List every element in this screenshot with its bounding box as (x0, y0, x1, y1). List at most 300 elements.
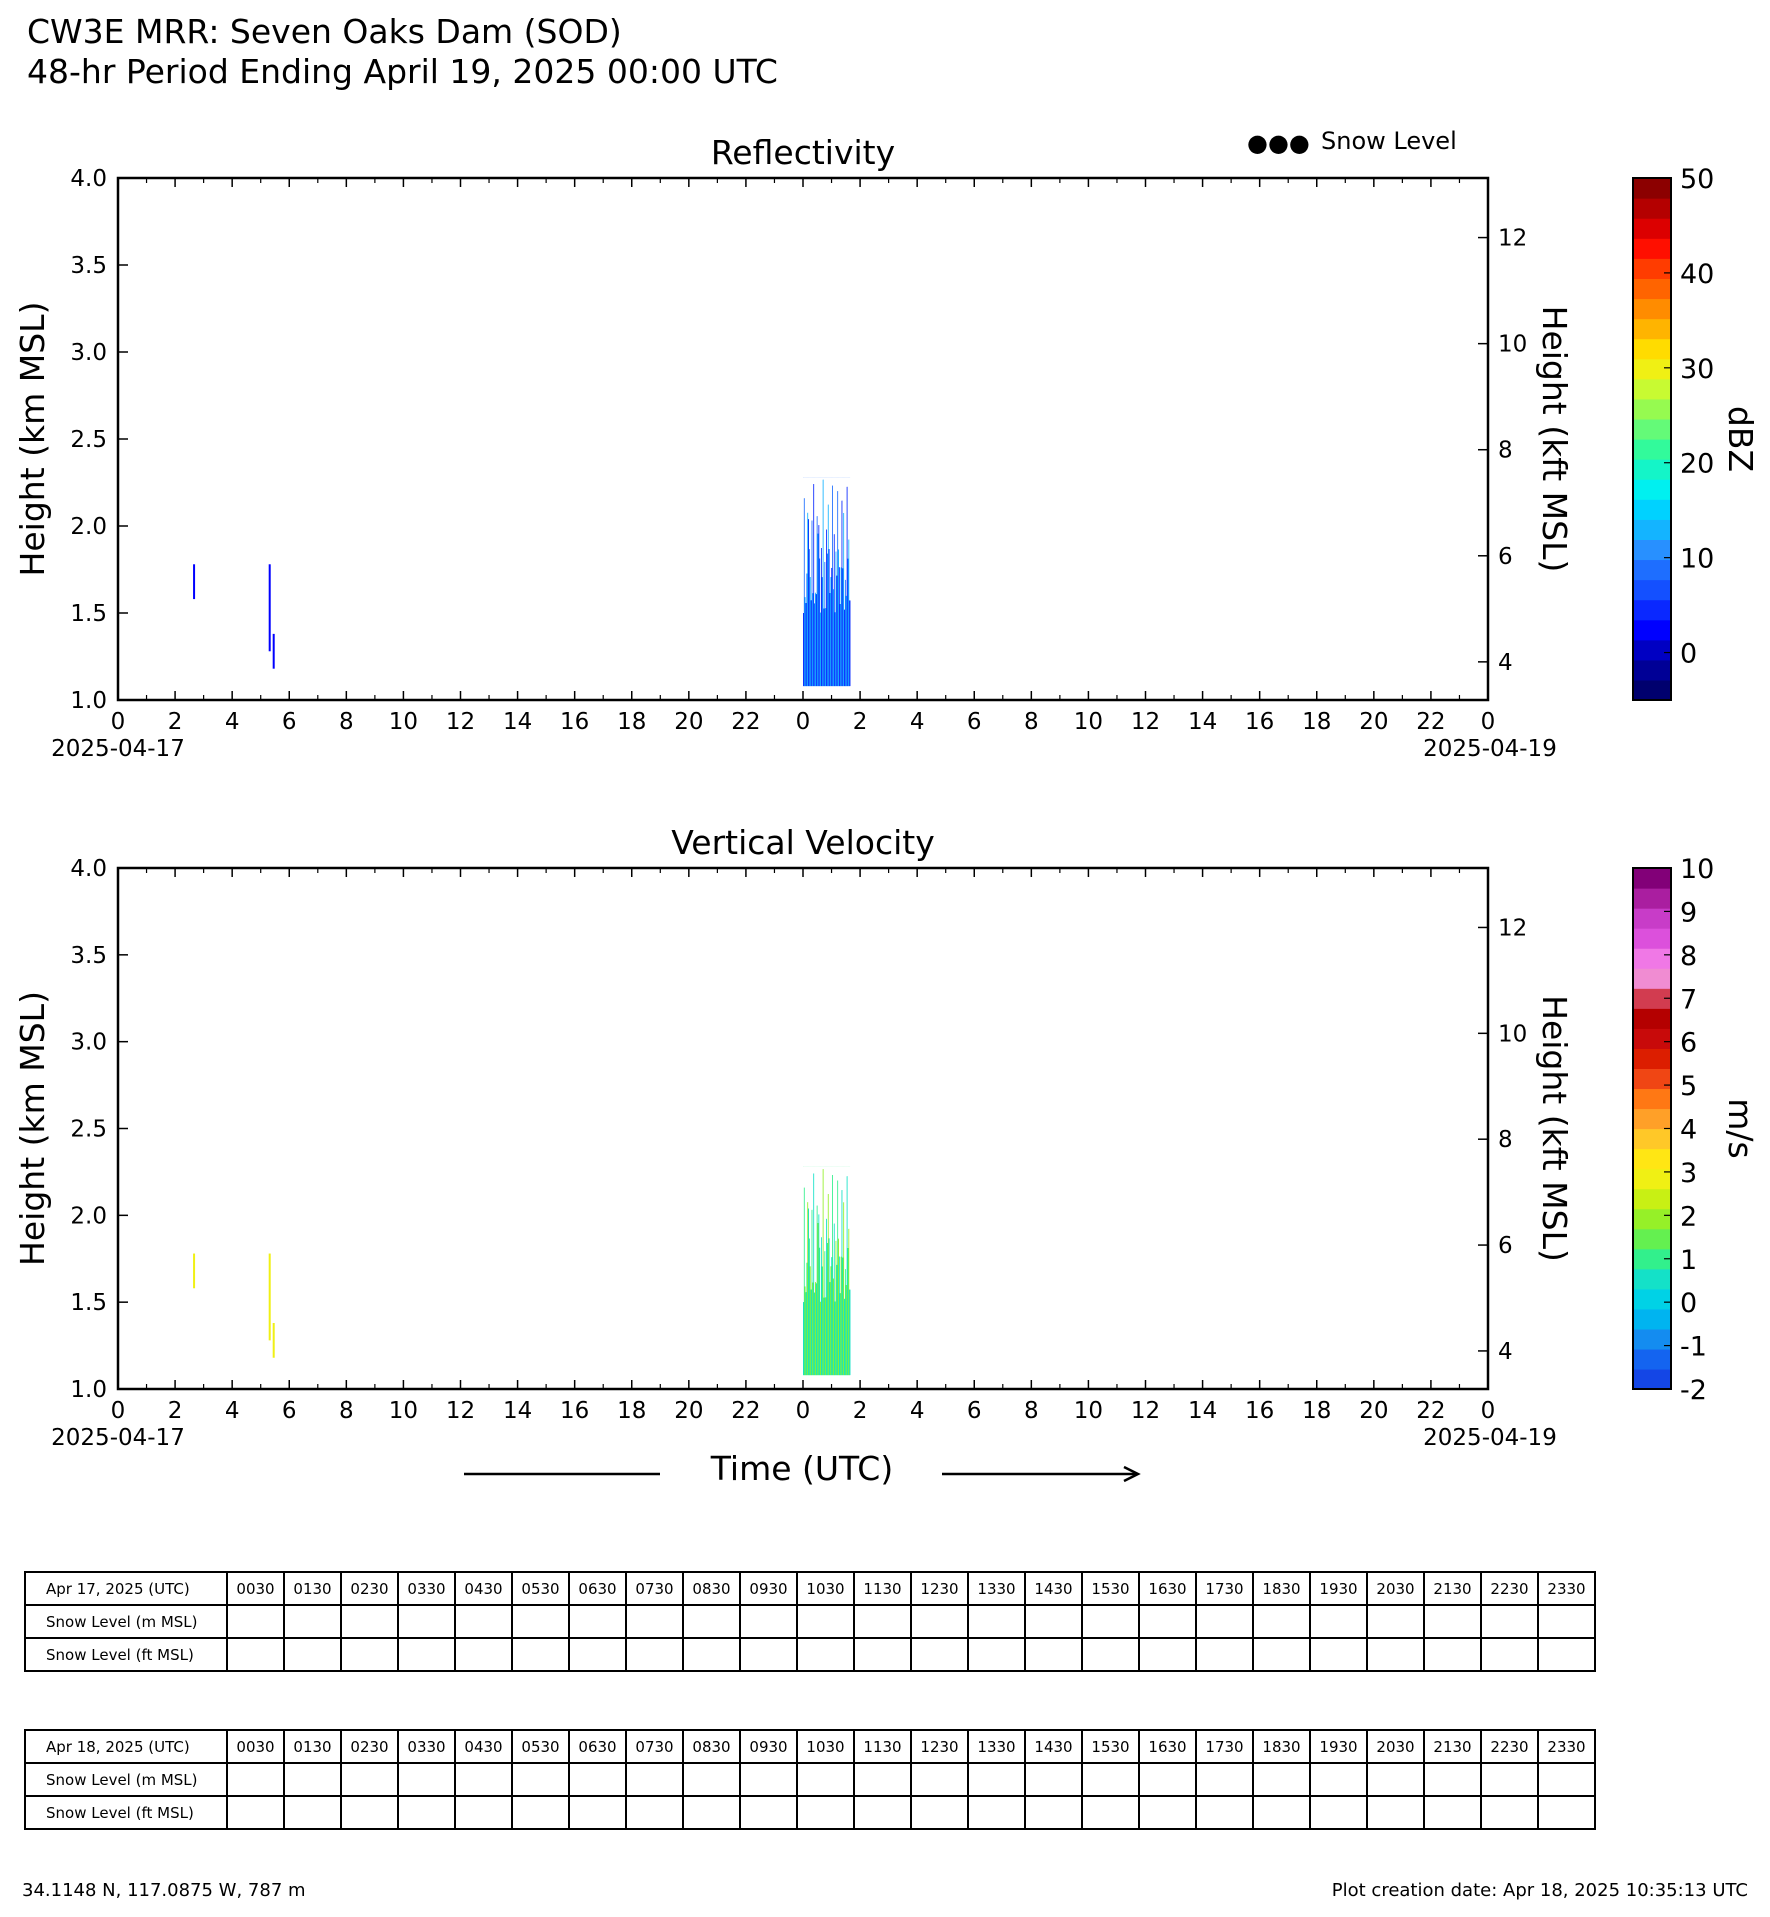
colorbar-tick-label: 7 (1680, 984, 1698, 1016)
colorbar-segment (1633, 278, 1671, 299)
y-tick-label: 2.5 (70, 427, 107, 453)
data-mark (269, 1254, 271, 1341)
colorbar-tick-label: 40 (1680, 258, 1715, 290)
colorbar-segment (1633, 1068, 1671, 1089)
table-cell (683, 1796, 740, 1829)
table-time-header: 0430 (455, 1572, 512, 1605)
snow-level-table-day1 (24, 1571, 1596, 1672)
colorbar-segment (1633, 298, 1671, 319)
data-mark (269, 564, 271, 651)
table-cell (1310, 1638, 1367, 1671)
table-time-header: 1830 (1253, 1572, 1310, 1605)
colorbar-segment (1633, 1108, 1671, 1129)
table-cell (1196, 1796, 1253, 1829)
colorbar-segment (1633, 539, 1671, 560)
table-time-header: 0630 (569, 1730, 626, 1763)
colorbar-tick-label: 2 (1680, 1201, 1698, 1233)
table-cell (1481, 1763, 1538, 1796)
table-cell (1139, 1796, 1196, 1829)
panel-title: Vertical Velocity (671, 823, 935, 862)
x-tick-label: 18 (617, 709, 647, 735)
y-right-tick-label: 4 (1498, 1338, 1513, 1365)
table-cell (1424, 1605, 1481, 1638)
x-tick-label: 2 (167, 1398, 183, 1424)
colorbar-tick-label: 30 (1680, 353, 1715, 385)
table-cell (1367, 1605, 1424, 1638)
table-cell (854, 1796, 911, 1829)
table-cell (341, 1605, 398, 1638)
table-date-label: Apr 18, 2025 (UTC) (25, 1730, 227, 1763)
y-tick-label: 1.5 (70, 1290, 107, 1317)
table-cell (1196, 1763, 1253, 1796)
table-cell (740, 1763, 797, 1796)
table-time-header: 1530 (1082, 1572, 1139, 1605)
table-time-header: 1330 (968, 1572, 1025, 1605)
x-tick-label: 10 (1073, 709, 1104, 735)
colorbar-tick-label: 10 (1680, 854, 1715, 885)
x-tick-label: 10 (388, 709, 419, 735)
table-cell (626, 1763, 683, 1796)
table-time-header: 0630 (569, 1572, 626, 1605)
table-cell (569, 1796, 626, 1829)
x-tick-label: 4 (909, 709, 925, 735)
table-cell (740, 1638, 797, 1671)
table-cell (683, 1763, 740, 1796)
colorbar-segment (1633, 198, 1671, 219)
table-cell (512, 1763, 569, 1796)
x-tick-label: 8 (339, 1398, 354, 1424)
table-cell (284, 1605, 341, 1638)
colorbar-segment (1633, 1129, 1671, 1150)
table-cell (284, 1638, 341, 1671)
table-cell (1253, 1796, 1310, 1829)
table-cell (1139, 1763, 1196, 1796)
plot-creation-date: Plot creation date: Apr 18, 2025 10:35:13 UTC (1331, 1880, 1748, 1901)
colorbar-tick-label: 0 (1680, 638, 1698, 670)
table-time-header: 0530 (512, 1730, 569, 1763)
y-right-axis-label: Height (kft MSL) (1535, 305, 1574, 573)
data-mark-streak (849, 600, 850, 686)
colorbar-tick-label: 4 (1680, 1114, 1698, 1146)
table-time-header: 1730 (1196, 1730, 1253, 1763)
table-time-header: 2330 (1538, 1730, 1595, 1763)
table-time-header: 0230 (341, 1572, 398, 1605)
chart-title-line2: 48-hr Period Ending April 19, 2025 00:00 UTC (27, 52, 778, 91)
table-cell (341, 1638, 398, 1671)
y-tick-label: 2.0 (70, 514, 107, 540)
table-time-header: 2030 (1367, 1730, 1424, 1763)
chart-title-line1: CW3E MRR: Seven Oaks Dam (SOD) (27, 12, 622, 51)
snow-level-legend-marker: ●●● (1247, 129, 1310, 157)
table-cell (911, 1796, 968, 1829)
table-time-header: 2030 (1367, 1572, 1424, 1605)
panel-title: Reflectivity (710, 133, 896, 172)
colorbar-segment (1633, 258, 1671, 279)
x-tick-label: 0 (1480, 1398, 1496, 1424)
colorbar-label: m/s (1721, 1098, 1760, 1159)
table-time-header: 0930 (740, 1572, 797, 1605)
table-row-label-m: Snow Level (m MSL) (25, 1763, 227, 1796)
table-cell (227, 1796, 284, 1829)
colorbar-segment (1633, 499, 1671, 520)
table-time-header: 0230 (341, 1730, 398, 1763)
table-time-header: 0130 (284, 1572, 341, 1605)
colorbar-segment (1633, 868, 1671, 889)
x-tick-label: 8 (339, 709, 354, 735)
table-cell (683, 1605, 740, 1638)
x-tick-label: 2 (852, 1398, 868, 1424)
colorbar-segment (1633, 660, 1671, 681)
colorbar-segment (1633, 1028, 1671, 1049)
colorbar-tick-label: -2 (1680, 1375, 1707, 1406)
table-cell (284, 1796, 341, 1829)
table-cell (1082, 1763, 1139, 1796)
colorbar-segment (1633, 359, 1671, 380)
table-time-header: 0130 (284, 1730, 341, 1763)
colorbar-segment (1633, 620, 1671, 641)
y-tick-label: 4.0 (70, 166, 107, 192)
colorbar-tick-label: 1 (1680, 1244, 1698, 1276)
table-time-header: 0530 (512, 1572, 569, 1605)
y-tick-label: 3.0 (70, 1029, 107, 1056)
table-time-header: 0430 (455, 1730, 512, 1763)
table-cell (569, 1638, 626, 1671)
x-end-date: 2025-04-19 (1423, 736, 1557, 762)
data-mark-gap (849, 1167, 850, 1290)
x-tick-label: 6 (966, 709, 982, 735)
table-time-header: 2230 (1481, 1730, 1538, 1763)
colorbar-segment (1633, 1008, 1671, 1029)
table-cell (854, 1638, 911, 1671)
table-cell (626, 1605, 683, 1638)
x-tick-label: 8 (1024, 709, 1039, 735)
table-cell (1139, 1605, 1196, 1638)
colorbar-tick-label: 50 (1680, 164, 1715, 195)
colorbar-segment (1633, 339, 1671, 360)
table-cell (455, 1796, 512, 1829)
table-cell (455, 1638, 512, 1671)
colorbar-segment (1633, 319, 1671, 340)
y-axis-label: Height (km MSL) (13, 991, 52, 1266)
table-time-header: 0930 (740, 1730, 797, 1763)
y-tick-label: 3.0 (70, 340, 107, 366)
x-start-date: 2025-04-17 (51, 736, 185, 762)
y-tick-label: 4.0 (70, 856, 107, 882)
x-tick-label: 22 (731, 1398, 761, 1424)
table-time-header: 1730 (1196, 1572, 1253, 1605)
table-time-header: 1230 (911, 1572, 968, 1605)
x-tick-label: 8 (1024, 1398, 1039, 1424)
y-right-axis-label: Height (kft MSL) (1535, 995, 1574, 1262)
table-row-label-m: Snow Level (m MSL) (25, 1605, 227, 1638)
table-cell (1481, 1605, 1538, 1638)
x-tick-label: 22 (1416, 709, 1446, 735)
table-time-header: 0730 (626, 1730, 683, 1763)
x-tick-label: 16 (560, 709, 590, 735)
table-time-header: 2330 (1538, 1572, 1595, 1605)
table-time-header: 2130 (1424, 1730, 1481, 1763)
colorbar-segment (1633, 1229, 1671, 1250)
x-tick-label: 4 (224, 1398, 240, 1424)
colorbar-segment (1633, 439, 1671, 460)
table-cell (968, 1796, 1025, 1829)
table-cell (341, 1796, 398, 1829)
x-tick-label: 10 (1073, 1398, 1104, 1424)
colorbar-segment (1633, 1209, 1671, 1230)
table-cell (911, 1763, 968, 1796)
table-time-header: 1130 (854, 1572, 911, 1605)
table-cell (1196, 1605, 1253, 1638)
table-cell (683, 1638, 740, 1671)
table-cell (1025, 1638, 1082, 1671)
table-time-header: 1930 (1310, 1572, 1367, 1605)
y-right-tick-label: 4 (1498, 649, 1513, 676)
colorbar-tick-label: 9 (1680, 897, 1698, 929)
table-cell (968, 1605, 1025, 1638)
table-time-header: 1430 (1025, 1730, 1082, 1763)
table-time-header: 1030 (797, 1572, 854, 1605)
x-tick-label: 14 (1187, 709, 1218, 735)
table-time-header: 0330 (398, 1730, 455, 1763)
x-tick-label: 16 (1245, 1398, 1275, 1424)
table-time-header: 0030 (227, 1730, 284, 1763)
table-cell (341, 1763, 398, 1796)
y-tick-label: 3.5 (70, 253, 107, 279)
colorbar-tick-label: 6 (1680, 1027, 1698, 1059)
colorbar-segment (1633, 178, 1671, 199)
colorbar-segment (1633, 1369, 1671, 1390)
table-cell (284, 1763, 341, 1796)
x-tick-label: 12 (1130, 1398, 1161, 1424)
table-time-header: 0730 (626, 1572, 683, 1605)
table-cell (1025, 1605, 1082, 1638)
colorbar-tick-label: -1 (1680, 1331, 1707, 1363)
table-cell (797, 1638, 854, 1671)
table-cell (569, 1605, 626, 1638)
x-tick-label: 18 (617, 1398, 647, 1424)
y-tick-label: 1.0 (70, 1377, 107, 1403)
y-tick-label: 1.5 (70, 601, 107, 627)
colorbar-label: dBZ (1721, 405, 1760, 473)
x-end-date: 2025-04-19 (1423, 1425, 1557, 1451)
table-cell (569, 1763, 626, 1796)
x-tick-label: 20 (674, 709, 704, 735)
x-tick-label: 6 (281, 709, 297, 735)
table-cell (740, 1605, 797, 1638)
table-time-header: 1330 (968, 1730, 1025, 1763)
table-time-header: 0330 (398, 1572, 455, 1605)
table-cell (1424, 1796, 1481, 1829)
table-time-header: 1030 (797, 1730, 854, 1763)
table-cell (968, 1763, 1025, 1796)
data-mark (273, 1323, 275, 1358)
table-time-header: 1130 (854, 1730, 911, 1763)
table-cell (398, 1796, 455, 1829)
colorbar-segment (1633, 1149, 1671, 1170)
table-cell (1196, 1638, 1253, 1671)
x-tick-label: 20 (674, 1398, 704, 1424)
table-cell (1367, 1763, 1424, 1796)
colorbar-segment (1633, 1349, 1671, 1370)
colorbar-segment (1633, 968, 1671, 989)
colorbar-segment (1633, 238, 1671, 259)
table-cell (1253, 1638, 1310, 1671)
colorbar-segment (1633, 1269, 1671, 1290)
data-mark (193, 1254, 195, 1289)
table-cell (1082, 1796, 1139, 1829)
table-cell (1367, 1638, 1424, 1671)
colorbar-segment (1633, 888, 1671, 909)
y-tick-label: 3.5 (70, 942, 107, 969)
table-cell (626, 1796, 683, 1829)
table-time-header: 0830 (683, 1730, 740, 1763)
y-right-tick-label: 12 (1498, 225, 1528, 252)
table-cell (227, 1638, 284, 1671)
colorbar-segment (1633, 1289, 1671, 1310)
x-axis-label: Time (UTC) (710, 1449, 894, 1488)
table-cell (455, 1605, 512, 1638)
table-cell (227, 1605, 284, 1638)
colorbar (1633, 178, 1671, 701)
colorbar-tick-label: 0 (1680, 1288, 1698, 1320)
data-mark (193, 564, 195, 599)
table-cell (740, 1796, 797, 1829)
colorbar-segment (1633, 479, 1671, 500)
table-cell (1310, 1763, 1367, 1796)
table-time-header: 2130 (1424, 1572, 1481, 1605)
x-tick-label: 0 (110, 1398, 126, 1424)
x-tick-label: 18 (1302, 1398, 1332, 1424)
x-tick-label: 14 (502, 709, 533, 735)
x-tick-label: 6 (966, 1398, 982, 1424)
table-cell (1367, 1796, 1424, 1829)
table-cell (1481, 1638, 1538, 1671)
y-axis-label: Height (km MSL) (13, 301, 52, 577)
colorbar-segment (1633, 580, 1671, 601)
table-time-header: 1430 (1025, 1572, 1082, 1605)
x-tick-label: 6 (281, 1398, 297, 1424)
data-mark (273, 634, 275, 669)
table-cell (398, 1763, 455, 1796)
snow-level-legend-label: Snow Level (1321, 127, 1457, 155)
colorbar-segment (1633, 399, 1671, 420)
colorbar-segment (1633, 419, 1671, 440)
table-cell (398, 1638, 455, 1671)
y-right-tick-label: 8 (1498, 1127, 1513, 1154)
table-cell (512, 1605, 569, 1638)
table-time-header: 1230 (911, 1730, 968, 1763)
table-cell (1082, 1605, 1139, 1638)
x-tick-label: 0 (795, 709, 811, 735)
x-tick-label: 16 (1245, 709, 1275, 735)
x-tick-label: 4 (909, 1398, 925, 1424)
table-time-header: 1630 (1139, 1730, 1196, 1763)
table-cell (911, 1605, 968, 1638)
table-cell (1310, 1796, 1367, 1829)
y-tick-label: 2.0 (70, 1203, 107, 1230)
y-right-tick-label: 6 (1498, 1233, 1513, 1260)
table-cell (797, 1605, 854, 1638)
table-cell (398, 1605, 455, 1638)
colorbar-segment (1633, 600, 1671, 621)
table-cell (797, 1796, 854, 1829)
table-date-label: Apr 17, 2025 (UTC) (25, 1572, 227, 1605)
colorbar-segment (1633, 640, 1671, 661)
table-cell (911, 1638, 968, 1671)
y-right-tick-label: 10 (1498, 331, 1528, 358)
table-time-header: 0830 (683, 1572, 740, 1605)
table-cell (1538, 1796, 1595, 1829)
x-tick-label: 14 (1187, 1398, 1218, 1424)
table-cell (1424, 1638, 1481, 1671)
colorbar-segment (1633, 1088, 1671, 1109)
table-cell (1538, 1763, 1595, 1796)
y-right-tick-label: 12 (1498, 915, 1528, 942)
table-cell (1310, 1605, 1367, 1638)
x-tick-label: 14 (502, 1398, 533, 1424)
x-tick-label: 22 (731, 709, 761, 735)
table-cell (854, 1605, 911, 1638)
snow-level-table-day2 (24, 1729, 1596, 1830)
table-cell (227, 1763, 284, 1796)
x-tick-label: 20 (1359, 1398, 1389, 1424)
data-layer (193, 1167, 851, 1375)
x-start-date: 2025-04-17 (51, 1425, 185, 1451)
y-tick-label: 2.5 (70, 1116, 107, 1143)
x-tick-label: 0 (110, 709, 126, 735)
table-cell (1025, 1796, 1082, 1829)
table-cell (1538, 1638, 1595, 1671)
colorbar-segment (1633, 928, 1671, 949)
table-cell (968, 1638, 1025, 1671)
x-tick-label: 12 (1130, 709, 1161, 735)
table-time-header: 0030 (227, 1572, 284, 1605)
colorbar-tick-label: 8 (1680, 940, 1698, 972)
data-mark-gap (849, 477, 850, 600)
x-tick-label: 10 (388, 1398, 419, 1424)
x-tick-label: 12 (445, 709, 476, 735)
x-tick-label: 20 (1359, 709, 1389, 735)
table-cell (797, 1763, 854, 1796)
x-tick-label: 2 (167, 709, 183, 735)
x-tick-label: 12 (445, 1398, 476, 1424)
table-cell (455, 1763, 512, 1796)
y-right-tick-label: 6 (1498, 543, 1513, 570)
table-cell (1139, 1638, 1196, 1671)
table-cell (1481, 1796, 1538, 1829)
table-cell (1025, 1763, 1082, 1796)
table-time-header: 1630 (1139, 1572, 1196, 1605)
table-cell (512, 1638, 569, 1671)
x-tick-label: 22 (1416, 1398, 1446, 1424)
table-cell (512, 1796, 569, 1829)
x-tick-label: 0 (1480, 709, 1496, 735)
table-cell (1538, 1605, 1595, 1638)
table-cell (1253, 1605, 1310, 1638)
y-right-tick-label: 10 (1498, 1021, 1528, 1048)
table-cell (1082, 1638, 1139, 1671)
colorbar-segment (1633, 379, 1671, 400)
x-tick-label: 0 (795, 1398, 811, 1424)
colorbar-tick-label: 3 (1680, 1157, 1698, 1189)
table-cell (854, 1763, 911, 1796)
table-row-label-ft: Snow Level (ft MSL) (25, 1796, 227, 1829)
x-tick-label: 16 (560, 1398, 590, 1424)
table-row-label-ft: Snow Level (ft MSL) (25, 1638, 227, 1671)
table-time-header: 1930 (1310, 1730, 1367, 1763)
x-tick-label: 4 (224, 709, 240, 735)
colorbar-segment (1633, 519, 1671, 540)
